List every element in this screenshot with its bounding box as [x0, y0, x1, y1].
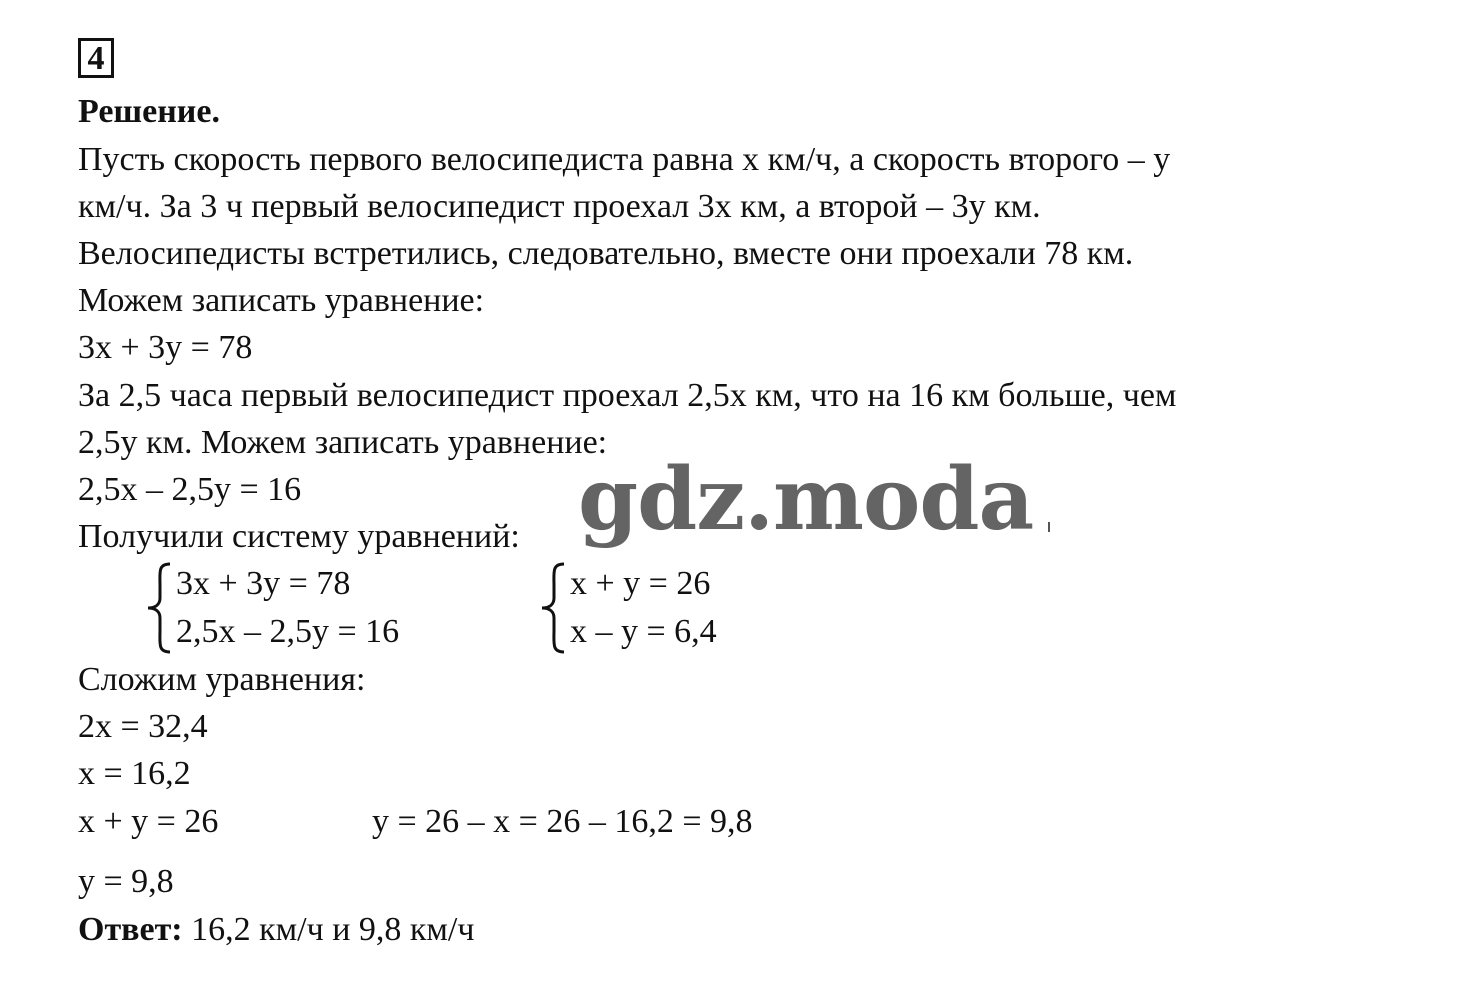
- answer-label: Ответ:: [78, 911, 183, 948]
- system-left-eq-1: 3x + 3y = 78: [176, 565, 351, 602]
- equation-sum: x + y = 26: [78, 803, 219, 840]
- paragraph-line-1: Пусть скорость первого велосипедиста равна x км/ч, а скорость второго – y: [78, 141, 1171, 178]
- add-equations-text: Сложим уравнения:: [78, 661, 366, 698]
- equation-1: 3x + 3y = 78: [78, 329, 253, 366]
- system-right-eq-2: x – y = 6,4: [570, 613, 717, 650]
- equation-2: 2,5x – 2,5y = 16: [78, 471, 302, 508]
- equation-2x: 2x = 32,4: [78, 708, 208, 745]
- equation-y-calc: y = 26 – x = 26 – 16,2 = 9,8: [372, 803, 753, 840]
- stray-mark: [1048, 522, 1050, 532]
- task-number: 4: [78, 38, 114, 78]
- paragraph-line-6: За 2,5 часа первый велосипедист проехал 2,5x км, что на 16 км больше, чем: [78, 377, 1177, 414]
- system-right-eq-1: x + y = 26: [570, 565, 711, 602]
- paragraph-line-7: 2,5y км. Можем записать уравнение:: [78, 424, 608, 461]
- right-brace-icon: [538, 560, 568, 656]
- paragraph-line-4: Можем записать уравнение:: [78, 282, 485, 319]
- equation-x: x = 16,2: [78, 755, 191, 792]
- left-brace-icon: [144, 560, 174, 656]
- paragraph-line-3: Велосипедисты встретились, следовательно, вместе они проехали 78 км.: [78, 235, 1134, 272]
- answer-line: [78, 910, 474, 950]
- paragraph-line-9: Получили систему уравнений:: [78, 518, 520, 555]
- watermark-logo: gdz.moda: [578, 449, 1034, 550]
- solution-heading: Решение.: [78, 93, 220, 130]
- answer-text: 16,2 км/ч и 9,8 км/ч: [182, 911, 475, 948]
- equation-y: y = 9,8: [78, 863, 174, 900]
- paragraph-line-2: км/ч. За 3 ч первый велосипедист проехал 3x км, а второй – 3y км.: [78, 188, 1041, 225]
- system-left-eq-2: 2,5x – 2,5y = 16: [176, 613, 400, 650]
